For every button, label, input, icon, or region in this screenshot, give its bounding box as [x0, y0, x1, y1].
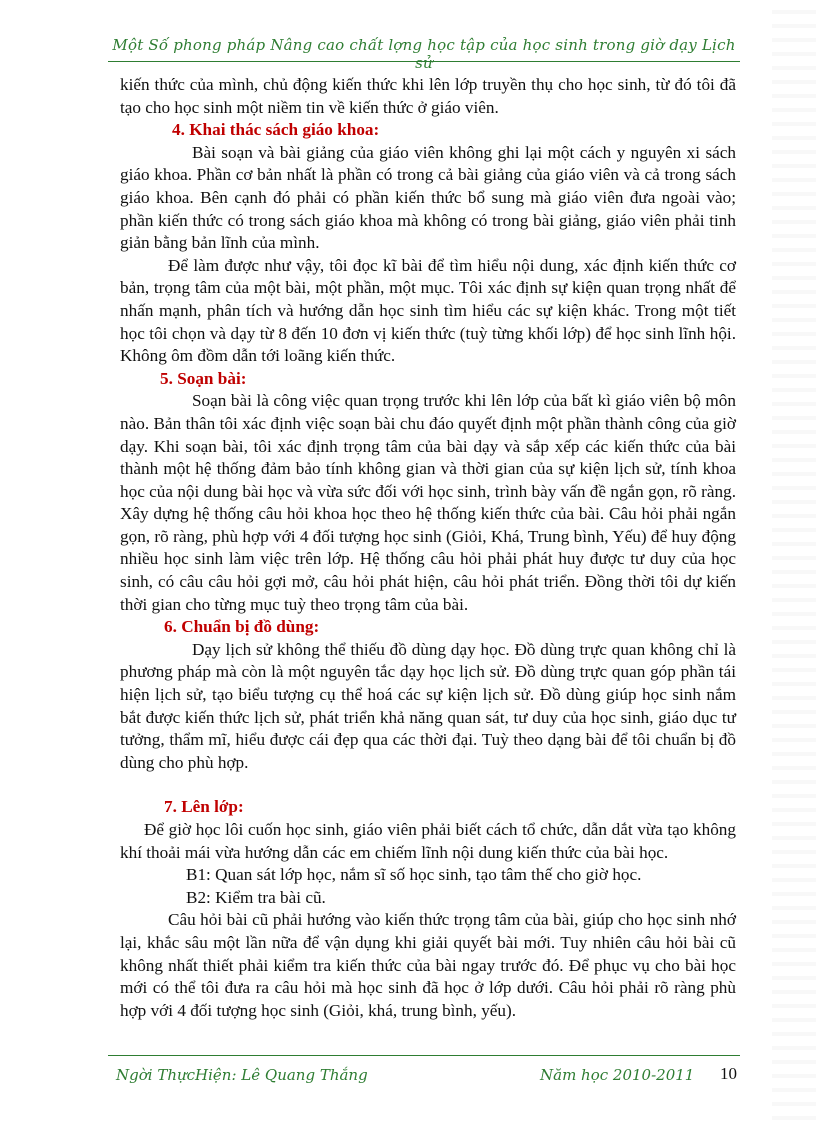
paragraph-5: Soạn bài là công việc quan trọng trước khi lên lớp của bất kì giáo viên bộ môn nào. Bản thân tôi xác định việc soạn bài chu đáo quyết định một phần thành công của giờ dạy. Khi soạn bài, tôi xác định trọng tâm của bài dạy và sắp xếp các kiến thức của bài thành một hệ thống đảm bảo tính không gian và thời gian của sự kiện lịch sử, tính khoa học của nội dung bài học và vừa sức đối với học sinh, trình bày vấn đề ngắn gọn, rõ ràng. Xây dựng hệ thống câu hỏi khoa học theo hệ thống kiến thức của bài. Câu hỏi phải ngắn gọn, rõ ràng, phù hợp với 4 đối tượng học sinh (Giỏi, Khá, Trung bình, Yếu) để huy động nhiều học sinh làm việc trên lớp. Hệ thống câu hỏi phải phát huy được tư duy của học sinh, có câu câu hỏi gợi mở, câu hỏi phát hiện, câu hỏi phát triển. Đồng thời tôi dự kiến thời gian cho từng mục tuỳ theo trọng tâm của bài. [120, 391, 736, 614]
paragraph-4-1: Bài soạn và bài giảng của giáo viên không ghi lại một cách y nguyên xi sách giáo khoa. Phần cơ bản nhất là phần có trong cả bài giảng của giáo viên và cả trong sách giáo khoa. Bên cạnh đó phải có phần kiến thức bổ sung mà giáo viên đưa ngoài vào; phần kiến thức có trong sách giáo khoa mà không có trong bài giảng, giáo viên phải tinh giản bằng bản lĩnh của mình. [120, 142, 736, 253]
step-b1: B1: Quan sát lớp học, nắm sĩ số học sinh, tạo tâm thế cho giờ học. [186, 865, 642, 885]
page-border-decoration [772, 0, 816, 1123]
section-heading-5: 5. Soạn bài: [160, 368, 247, 388]
section-heading-4: 4. Khai thác sách giáo khoa: [172, 120, 380, 140]
page-footer [108, 1066, 740, 1090]
page-number: 10 [720, 1064, 737, 1083]
footer-author: Ngời ThựcHiện: Lê Quang Thắng [116, 1066, 368, 1084]
footer-school-year: Năm học 2010-2011 [540, 1066, 695, 1084]
paragraph-7-2: Câu hỏi bài cũ phải hướng vào kiến thức trọng tâm của bài, giúp cho học sinh nhớ lại, khắc sâu một lần nữa để vận dụng khi giải quyết bài mới. Tuy nhiên câu hỏi bài cũ không nhất thiết phải kiểm tra kiến thức của bài ngay trước đó. Để phục vụ cho bài học mới có thể tôi đưa ra câu hỏi mà học sinh đã học ở lớp dưới. Câu hỏi phải rõ ràng phù hợp với 4 đối tượng học sinh (Giỏi, khá, trung bình, yếu). [120, 910, 736, 1020]
step-b2: B2: Kiểm tra bài cũ. [186, 887, 326, 907]
section-heading-6: 6. Chuẩn bị đồ dùng: [164, 617, 320, 637]
running-header-title: Một Số phong pháp Nâng cao chất lợng học tập của học sinh trong giờ dạy Lịch sử [112, 36, 736, 72]
paragraph-intro: kiến thức của mình, chủ động kiến thức khi lên lớp truyền thụ cho học sinh, từ đó tôi đã tạo cho học sinh một niềm tin về kiến thức ở giáo viên. [120, 75, 736, 117]
paragraph-6: Dạy lịch sử không thể thiếu đồ dùng dạy học. Đồ dùng trực quan không chỉ là phương pháp mà còn là một nguyên tắc dạy học lịch sử. Đồ dùng trực quan góp phần tái hiện lịch sử, tạo biểu tượng cụ thể hoá các sự kiện lịch sử. Đồ dùng giúp học sinh nắm bắt được kiến thức lịch sử, phát triển khả năng quan sát, tư duy của học sinh, giáo dục tư tưởng, thẩm mĩ, hiểu được cái đẹp qua các thời đại. Tuỳ theo dạng bài để tôi chuẩn bị đồ dùng cho phù hợp. [120, 639, 736, 772]
paragraph-4-2: Để làm được như vậy, tôi đọc kĩ bài để tìm hiểu nội dung, xác định kiến thức cơ bản, trọng tâm của một bài, một phần, một mục. Tôi xác định sự kiện quan trọng nhất để nhấn mạnh, phân tích và hướng dẫn học sinh tìm hiểu các sự kiện khác. Trong một tiết học tôi chọn và dạy từ 8 đến 10 đơn vị kiến thức (tuỳ từng khối lớp) để học sinh lĩnh hội. Không ôm đồm dẫn tới loãng kiến thức. [120, 255, 736, 366]
paragraph-7-1: Để giờ học lôi cuốn học sinh, giáo viên phải biết cách tổ chức, dẫn dắt vừa tạo không khí thoải mái vừa hướng dẫn các em chiếm lĩnh nội dung kiến thức của bài học. [120, 820, 736, 862]
section-heading-7: 7. Lên lớp: [164, 797, 244, 817]
footer-rule [108, 1055, 740, 1056]
header-rule [108, 61, 740, 62]
document-body [120, 74, 736, 1022]
